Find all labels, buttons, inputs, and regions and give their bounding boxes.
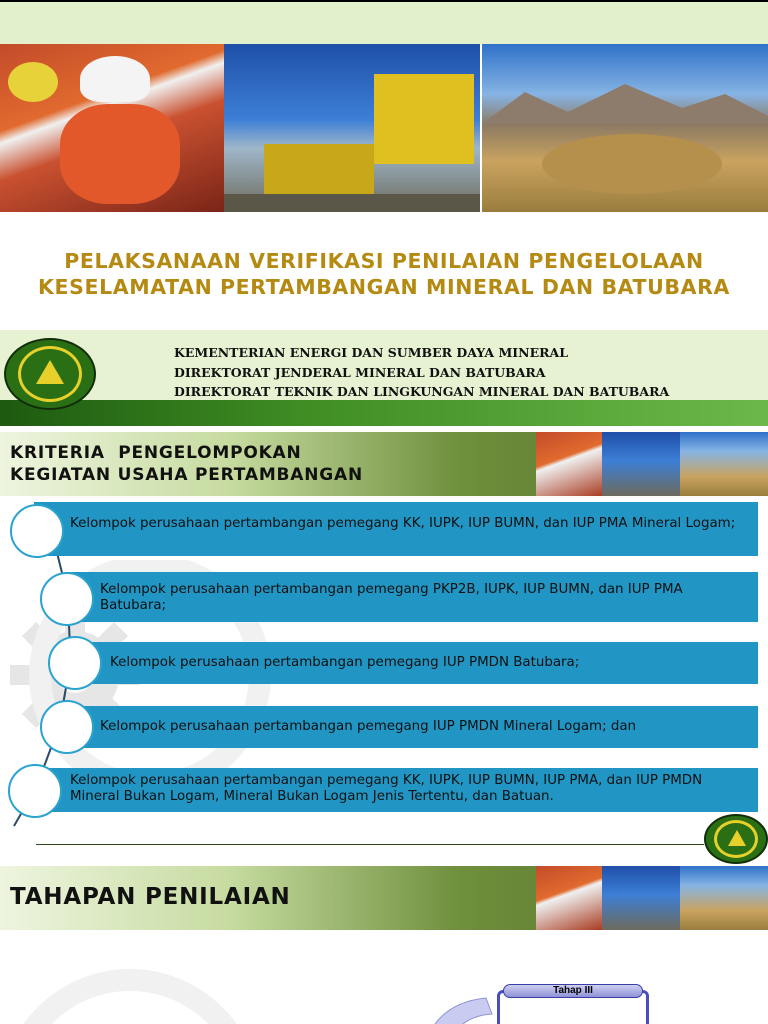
- photo-mining-excavator: [224, 44, 480, 212]
- criteria-item-4: [66, 706, 758, 748]
- criteria-heading: [10, 442, 363, 486]
- main-title: [0, 248, 768, 300]
- ministry-logo-small: [704, 814, 768, 864]
- mini-photo-mine-2: [680, 866, 768, 930]
- photo-open-pit-mine: [482, 44, 768, 212]
- criteria-item-4-bullet: [40, 700, 94, 754]
- criteria-item-2-bullet: [40, 572, 94, 626]
- agency-line-directorate: DIREKTORAT TEKNIK DAN LINGKUNGAN MINERAL DAN BATUBARA: [174, 384, 670, 399]
- stages-heading: TAHAPAN PENILAIAN: [10, 884, 291, 910]
- mini-photo-mine: [680, 432, 768, 496]
- agency-line-ministry: KEMENTERIAN ENERGI DAN SUMBER DAYA MINERAL: [174, 345, 568, 360]
- background-ring-2: [0, 960, 260, 1024]
- stages-header: [0, 866, 768, 930]
- criteria-item-1: [34, 502, 758, 556]
- criteria-item-3-text: Kelompok perusahaan pertambangan pemegang IUP PMDN Batubara;: [110, 655, 580, 670]
- agency-names: [174, 343, 669, 402]
- top-band: [0, 0, 768, 44]
- mini-photo-excavator-2: [602, 866, 680, 930]
- criteria-item-5-text: Kelompok perusahaan pertambangan pemegang KK, IUPK, IUP BUMN, IUP PMA, dan IUP PMDN Mineral Bukan Logam, Mineral Bukan Logam Jenis Tertentu, dan Batuan.: [70, 773, 703, 804]
- criteria-item-3: [74, 642, 758, 684]
- criteria-header-photos: [536, 432, 768, 496]
- stage-arrow-shape: [426, 992, 496, 1024]
- criteria-item-4-text: Kelompok perusahaan pertambangan pemegang IUP PMDN Mineral Logam; dan: [100, 719, 637, 734]
- agency-green-bar: [0, 400, 768, 426]
- stage-label: Tahap III: [503, 984, 643, 998]
- criteria-item-1-text: Kelompok perusahaan pertambangan pemegang KK, IUPK, IUP BUMN, dan IUP PMA Mineral Logam;: [70, 516, 736, 531]
- criteria-item-5: [34, 768, 758, 812]
- section-divider: [36, 844, 704, 845]
- photo-safety-workers: [0, 44, 224, 212]
- criteria-heading-line1: KRITERIA PENGELOMPOKAN: [10, 443, 302, 463]
- mini-photo-excavator: [602, 432, 680, 496]
- ministry-logo: [4, 338, 96, 410]
- criteria-item-1-bullet: [10, 504, 64, 558]
- criteria-item-2: [66, 572, 758, 622]
- stages-header-photos: [536, 866, 768, 930]
- criteria-header: [0, 432, 768, 496]
- mini-photo-workers-2: [536, 866, 602, 930]
- main-title-line2: KESELAMATAN PERTAMBANGAN MINERAL DAN BATUBARA: [38, 275, 730, 299]
- header-photo-strip: [0, 44, 768, 212]
- mini-photo-workers: [536, 432, 602, 496]
- criteria-item-3-bullet: [48, 636, 102, 690]
- criteria-item-2-text: Kelompok perusahaan pertambangan pemegang PKP2B, IUPK, IUP BUMN, dan IUP PMA Batubara;: [100, 582, 683, 613]
- criteria-heading-line2: KEGIATAN USAHA PERTAMBANGAN: [10, 465, 364, 485]
- main-title-line1: PELAKSANAAN VERIFIKASI PENILAIAN PENGELOLAAN: [64, 249, 704, 273]
- criteria-item-5-bullet: [8, 764, 62, 818]
- agency-line-directorate-general: DIREKTORAT JENDERAL MINERAL DAN BATUBARA: [174, 364, 546, 380]
